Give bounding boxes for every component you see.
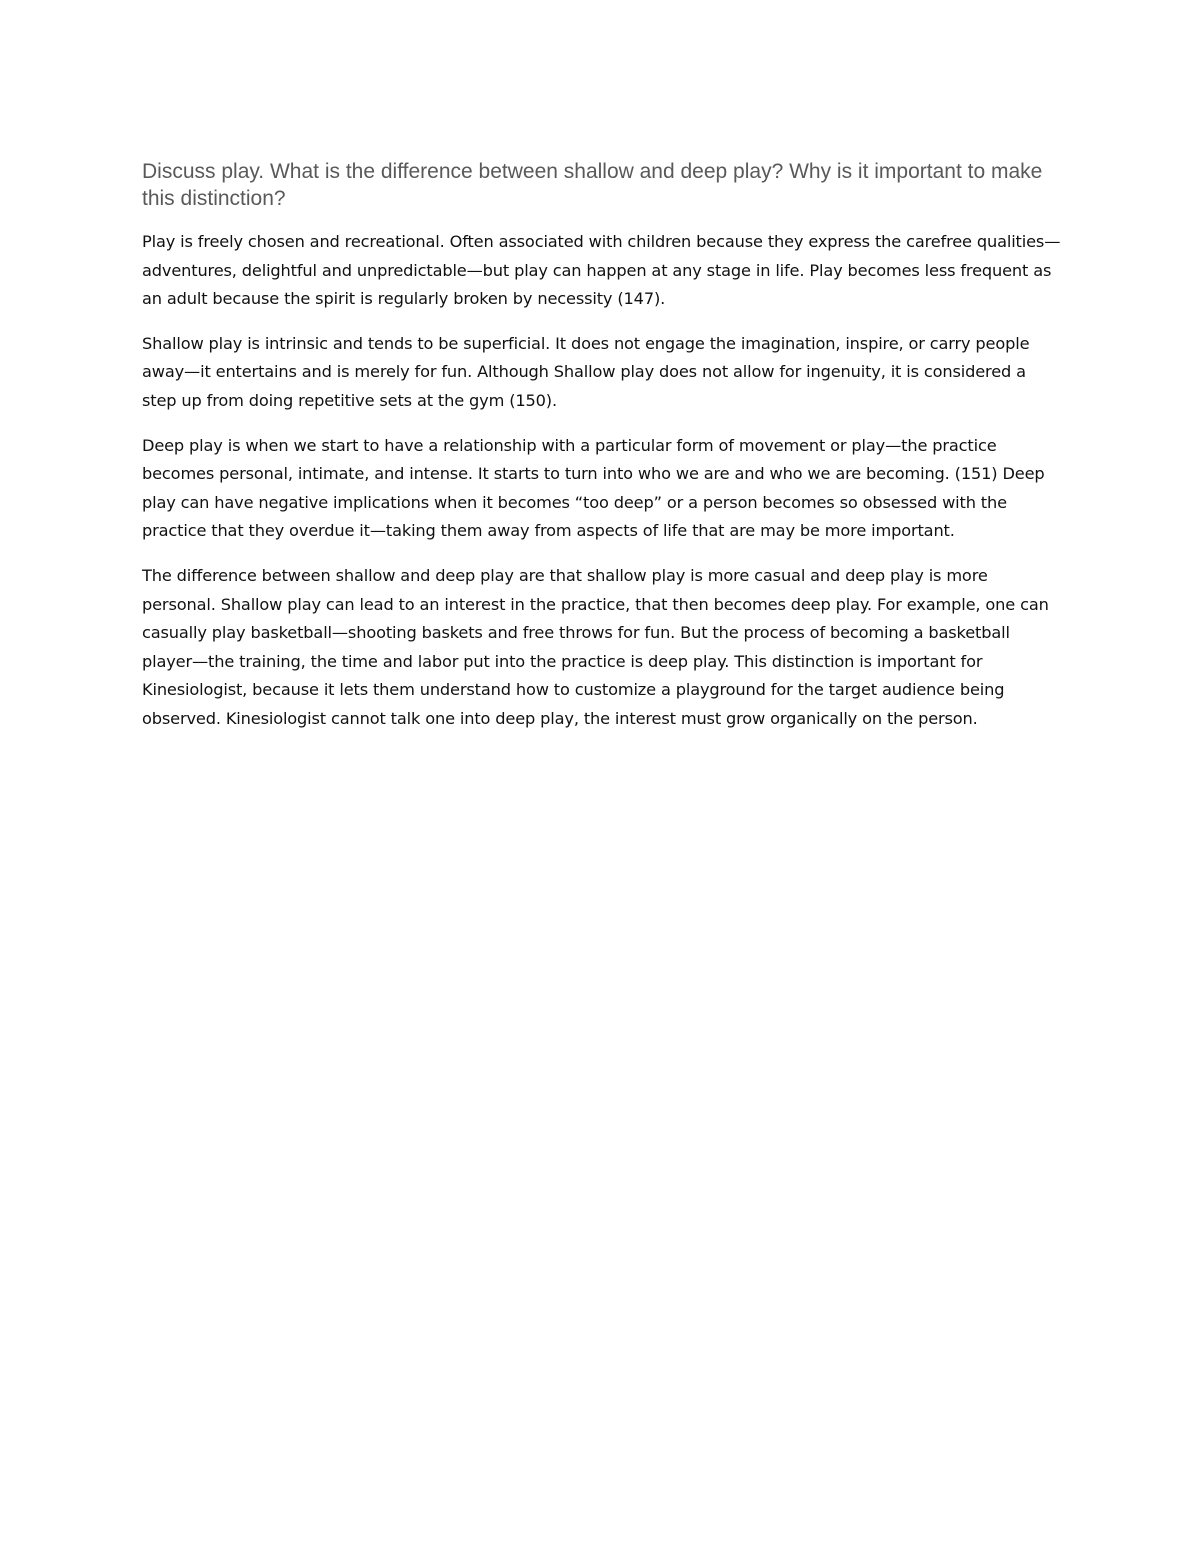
document-body: [142, 158, 1062, 750]
paragraph-definition-of-play: Play is freely chosen and recreational. Often associated with children because they express the carefree qualities—adventures, delightful and unpredictable—but play can happen at any stage in life. Play becomes less frequent as an adult because the spirit is regularly broken by necessity (147).: [142, 232, 1061, 309]
paragraph-deep-play: Deep play is when we start to have a relationship with a particular form of movement or play—the practice becomes personal, intimate, and intense. It starts to turn into who we are and who we are becoming. (151) Deep play can have negative implications when it becomes “too deep” or a person becomes so obsessed with the practice that they overdue it—taking them away from aspects of life that are may be more important.: [142, 435, 1045, 541]
paragraph-shallow-play: Shallow play is intrinsic and tends to be superficial. It does not engage the imagination, inspire, or carry people away—it entertains and is merely for fun. Although Shallow play does not allow for ingenuity, it is considered a step up from doing repetitive sets at the gym (150).: [142, 333, 1030, 410]
question-heading: Discuss play. What is the difference between shallow and deep play? Why is it important to make this distinction?: [142, 160, 1043, 210]
paragraph-difference: The difference between shallow and deep play are that shallow play is more casual and deep play is more personal. Shallow play can lead to an interest in the practice, that then becomes deep play. For example, one can casually play basketball—shooting baskets and free throws for fun. But the process of becoming a basketball player—the training, the time and labor put into the practice is deep play. This distinction is important for Kinesiologist, because it lets them understand how to customize a playground for the target audience being observed. Kinesiologist cannot talk one into deep play, the interest must grow organically on the person.: [142, 565, 1049, 728]
